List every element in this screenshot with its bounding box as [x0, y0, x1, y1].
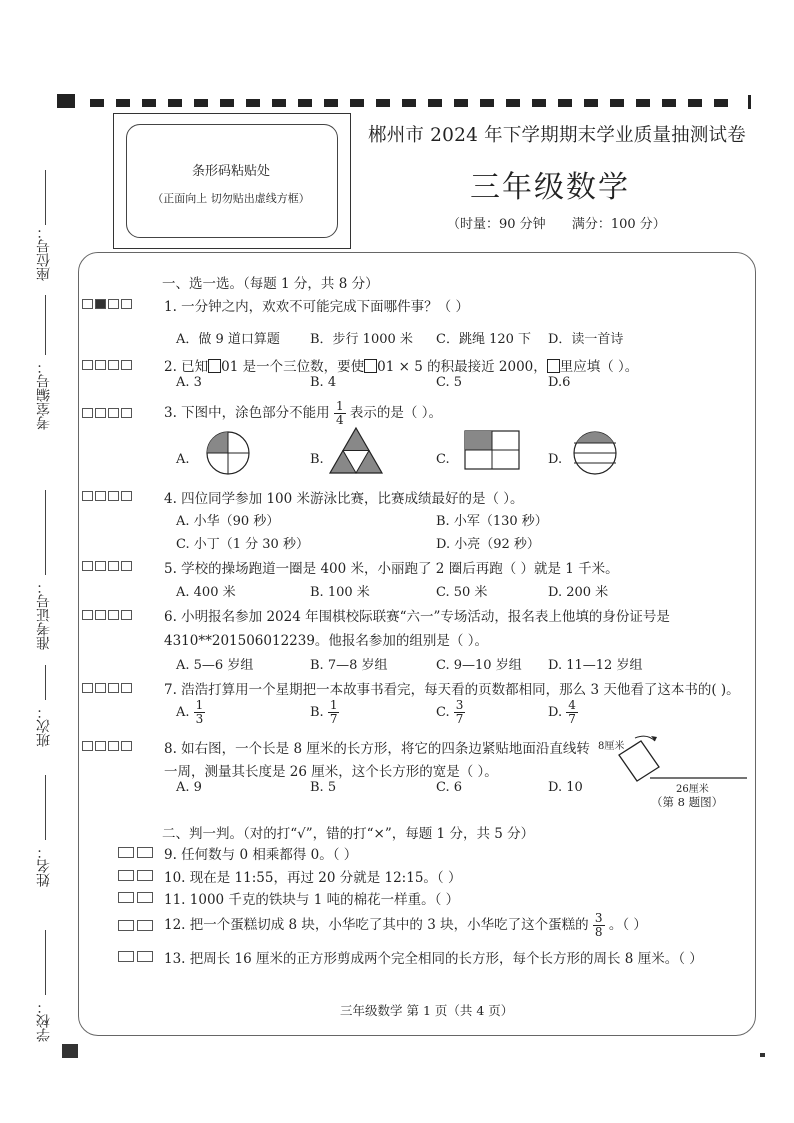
question-1: 1. 一分钟之内，欢欢不可能完成下面哪件事？（ ）: [164, 299, 469, 315]
class-line[interactable]: [45, 665, 46, 700]
seat-label: 座位号：: [36, 225, 52, 281]
answer-bubbles[interactable]: [82, 741, 132, 751]
name-line[interactable]: [45, 775, 46, 840]
question-5: 5. 学校的操场跑道一圈是 400 米，小丽跑了 2 圈后再跑（ ）就是 1 千米。: [164, 561, 619, 577]
exam-info: [447, 213, 688, 232]
fraction: $\frac{1}{4}$: [335, 399, 344, 427]
q12-text-2: 。（ ）: [608, 917, 647, 933]
fraction: $\frac{1}{7}$: [329, 698, 338, 726]
fig-length-label: 8厘米: [598, 741, 625, 752]
q2-text-3: 01 × 5 的积最接近 2000，: [377, 359, 547, 375]
q2-option-a: A. 3: [176, 375, 202, 390]
question-9: 9. 任何数与 0 相乘都得 0。（ ）: [164, 847, 358, 863]
q4-option-a: A. 小华（90 秒）: [176, 514, 280, 529]
full-score: 满分：100 分）: [571, 217, 666, 232]
question-11: 11. 1000 千克的铁块与 1 吨的棉花一样重。（ ）: [164, 892, 460, 908]
judge-bubbles[interactable]: [118, 870, 153, 881]
section2-title: 二、判一判。（对的打“√”，错的打“×”，每题 1 分，共 5 分）: [162, 826, 535, 842]
q2-option-b: B. 4: [310, 375, 337, 390]
question-4: 4. 四位同学参加 100 米游泳比赛，比赛成绩最好的是（ ）。: [164, 491, 524, 507]
question-8-line1: 8. 如右图，一个长是 8 厘米的长方形，将它的四条边紧贴地面沿直线转: [164, 741, 590, 757]
q3-text-2: 表示的是（ ）。: [349, 405, 442, 421]
q1-option-b: B．步行 1000 米: [310, 332, 413, 347]
school-line[interactable]: [45, 930, 46, 995]
q7-option-c: C. $\frac{3}{7}$: [436, 698, 464, 726]
dashed-cut-line: [90, 99, 740, 107]
room-line[interactable]: [45, 295, 46, 355]
question-3: [164, 400, 442, 427]
q7-option-b: B. $\frac{1}{7}$: [310, 698, 338, 726]
answer-bubbles[interactable]: [82, 683, 132, 693]
q8-option-d: D. 10: [548, 780, 583, 795]
q8-option-b: B. 5: [310, 780, 337, 795]
q7-option-a: A. $\frac{1}{3}$: [176, 698, 204, 726]
figure-b-triangle: [327, 425, 385, 477]
barcode-note: （正面向上 切勿贴出虚线方框）: [152, 192, 310, 205]
question-13: 13. 把周长 16 厘米的正方形剪成两个完全相同的长方形，每个长方形的周长 8 厘米。（ ）: [164, 951, 703, 967]
figure-d-circle-strips: [570, 428, 620, 478]
section1-title: 一、选一选。（每题 1 分，共 8 分）: [162, 276, 379, 292]
figure-c-rectangle: [463, 429, 521, 471]
name-label: 姓名：: [36, 845, 52, 887]
q8-option-c: C. 6: [436, 780, 463, 795]
time-limit: （时量：90 分钟: [447, 217, 546, 232]
fraction: $\frac{1}{3}$: [195, 698, 204, 726]
fraction: $\frac{4}{7}$: [568, 698, 576, 726]
corner-mark: [760, 1053, 765, 1057]
q1-option-d: D．读一首诗: [548, 332, 624, 347]
q6-option-c: C. 9—10 岁组: [436, 658, 522, 673]
blank-box: [364, 359, 377, 373]
question-6-line1: 6. 小明报名参加 2024 年围棋校际联赛“六一”专场活动，报名表上他填的身份证号是: [164, 609, 670, 625]
q6-option-d: D. 11—12 岁组: [548, 658, 643, 673]
q2-option-c: C. 5: [436, 375, 463, 390]
barcode-title: 条形码粘贴处: [191, 164, 270, 179]
answer-bubbles[interactable]: [82, 299, 132, 309]
blank-box: [208, 359, 221, 373]
answer-bubbles[interactable]: [82, 491, 132, 501]
fig-ground-label: 26厘米: [676, 784, 709, 795]
q8-option-a: A. 9: [176, 780, 202, 795]
q5-option-b: B. 100 米: [310, 585, 370, 600]
q5-option-d: D. 200 米: [548, 585, 609, 600]
q1-option-c: C．跳绳 120 下: [436, 332, 532, 347]
q6-option-a: A. 5—6 岁组: [176, 658, 254, 673]
q4-option-b: B. 小军（130 秒）: [436, 514, 548, 529]
judge-bubbles[interactable]: [118, 847, 153, 858]
q1-option-a: A．做 9 道口算题: [176, 332, 280, 347]
question-8-line2: 一周，测量其长度是 26 厘米，这个长方形的宽是（ ）。: [164, 764, 498, 780]
q2-text-2: 01 是一个三位数，要使: [221, 359, 365, 375]
answer-bubbles[interactable]: [82, 610, 132, 620]
q2-text-1: 2. 已知: [164, 359, 209, 375]
question-6-line2: 4310**201506012239。他报名参加的组别是（ ）。: [164, 633, 488, 649]
q5-option-a: A. 400 米: [176, 585, 236, 600]
class-label: 班次：: [36, 705, 52, 747]
exam-title: 郴州市 2024 年下学期期末学业质量抽测试卷: [368, 125, 746, 146]
fig-caption: （第 8 题图）: [651, 795, 724, 809]
judge-bubbles[interactable]: [118, 951, 153, 962]
ticket-label: 准考证号：: [36, 580, 52, 650]
q12-text-1: 12. 把一个蛋糕切成 8 块，小华吃了其中的 3 块，小华吃了这个蛋糕的: [164, 917, 589, 933]
q3-option-a: A.: [176, 452, 190, 467]
q5-option-c: C. 50 米: [436, 585, 488, 600]
judge-bubbles[interactable]: [118, 892, 153, 903]
corner-mark: [748, 95, 751, 109]
room-label: 考室编号：: [36, 360, 52, 430]
answer-bubbles[interactable]: [82, 408, 132, 418]
fraction: $\frac{3}{7}$: [455, 698, 464, 726]
question-12: [164, 912, 647, 939]
q6-option-b: B. 7—8 岁组: [310, 658, 388, 673]
page-title: 三年级数学: [470, 170, 630, 205]
answer-bubbles[interactable]: [82, 360, 132, 370]
q2-text-4: 里应填（ ）。: [559, 359, 639, 375]
barcode-dashed-box: [126, 124, 338, 238]
q3-option-c: C.: [436, 452, 450, 467]
fraction: $\frac{3}{8}$: [594, 911, 603, 939]
corner-mark: [57, 94, 75, 108]
question-2: [164, 355, 638, 375]
school-label: 学校：: [36, 1000, 52, 1042]
q4-option-c: C. 小丁（1 分 30 秒）: [176, 537, 309, 552]
q7-option-d: D. $\frac{4}{7}$: [548, 698, 576, 726]
judge-bubbles[interactable]: [118, 920, 153, 931]
q3-option-b: B.: [310, 452, 324, 467]
figure-a-circle: [203, 428, 253, 478]
q2-option-d: D.6: [548, 375, 571, 390]
seat-line[interactable]: [45, 170, 46, 225]
q3-option-d: D.: [548, 452, 563, 467]
q4-option-d: D. 小亮（92 秒）: [436, 537, 540, 552]
blank-box: [547, 359, 560, 373]
question-10: 10. 现在是 11:55，再过 20 分就是 12:15。（ ）: [164, 870, 462, 886]
ticket-line[interactable]: [45, 490, 46, 575]
answer-bubbles[interactable]: [82, 561, 132, 571]
q3-text-1: 3. 下图中，涂色部分不能用: [164, 405, 330, 421]
page-footer: 三年级数学 第 1 页（共 4 页）: [340, 1003, 514, 1018]
question-7: 7. 浩浩打算用一个星期把一本故事书看完，每天看的页数都相同，那么 3 天他看了这本书的( )。: [164, 682, 740, 698]
corner-mark: [62, 1044, 78, 1058]
